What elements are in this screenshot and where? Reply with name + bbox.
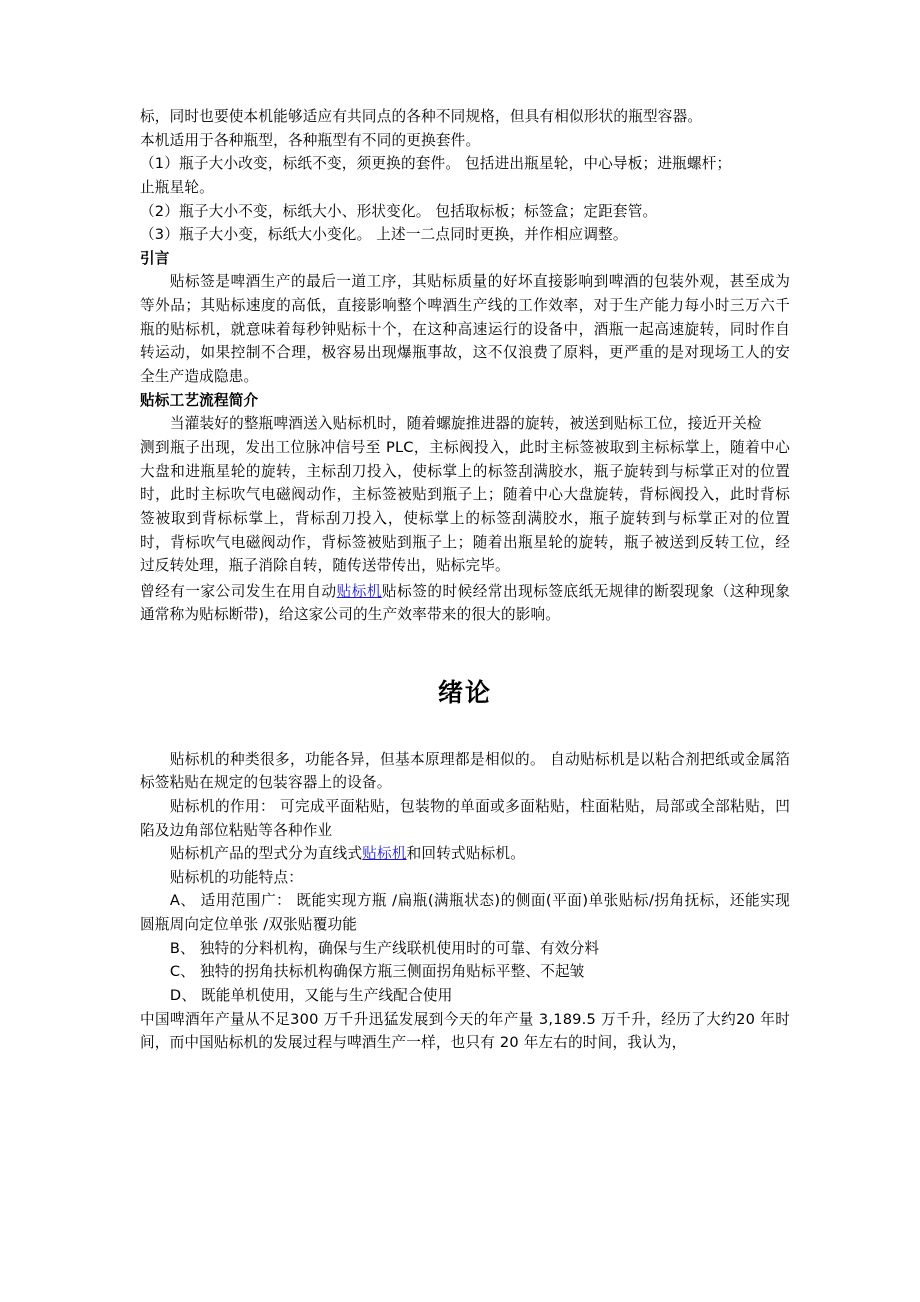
top-line-6: （3）瓶子大小变，标纸大小变化。 上述一二点同时更换，并作相应调整。: [140, 226, 628, 244]
process-paragraph-lead: 当灌装好的整瓶啤酒送入贴标机时，随着螺旋推进器的旋转，被送到贴标工位，接近开关检: [169, 415, 762, 433]
top-line-3: （1）瓶子大小改变，标纸不变，须更换的套件。 包括进出瓶星轮，中心导板；进瓶螺杆；: [140, 155, 732, 173]
conclusion-paragraph-2: 贴标机的作用： 可完成平面粘贴，包装物的单面或多面粘贴，柱面粘贴，局部或全部粘贴，凹陷及边角部位粘贴等各种作业: [140, 797, 790, 839]
intro-heading: 引言: [140, 249, 170, 267]
conclusion-heading: 绪论: [437, 678, 492, 708]
labeling-machine-link-2[interactable]: 贴标机: [362, 845, 407, 863]
intro-paragraph: 贴标签是啤酒生产的最后一道工序，其贴标质量的好坏直接影响到啤酒的包装外观，甚至成为等外品；其贴标速度的高低，直接影响整个啤酒生产线的工作效率，对于生产能力每小时三万六千瓶的贴标机，就意味着每秒钟贴标十个，在这种高速运行的设备中，酒瓶一起高速旋转，同时作自转运动，如果控制不合理，极容易出现爆瓶事故，这不仅浪费了原料，更严重的是对现场工人的安全生产造成隐患。: [140, 273, 790, 386]
process-note-after: 贴标签的时候经常出现标签底纸无规律的断裂现象（这种现象通常称为贴标断带)，给这家公司的生产效率带来的很大的影响。: [140, 582, 790, 624]
top-line-1: 标，同时也要使本机能够适应有共同点的各种不同规格，但具有相似形状的瓶型容器。: [140, 108, 703, 125]
features-heading: 贴标机的功能特点：: [169, 868, 304, 886]
closing-paragraph: 中国啤酒年产量从不足300 万千升迅猛发展到今天的年产量 3,189.5 万千升，经历了大约20 年时间，而中国贴标机的发展过程与啤酒生产一样，也只有 20 年左右的时间，我认为，: [140, 1010, 790, 1052]
process-note-before: 曾经有一家公司发生在用自动: [140, 582, 337, 600]
process-note: [140, 580, 790, 627]
top-line-5: （2）瓶子大小不变，标纸大小、形状变化。 包括取标板；标签盒；定距套管。: [140, 202, 658, 220]
feature-item-a: A、 适用范围广： 既能实现方瓶 /扁瓶(满瓶状态)的侧面(平面)单张贴标/拐角抚标，还能实现圆瓶周向定位单张 /双张贴覆功能: [140, 892, 790, 934]
conclusion-link-line: [140, 842, 790, 866]
process-paragraph-body: 测到瓶子出现，发出工位脉冲信号至 PLC，主标阀投入，此时主标签被取到主标标掌上，随着中心大盘和进瓶星轮的旋转，主标刮刀投入，使标掌上的标签刮满胶水，瓶子旋转到与标掌正对的位置时，此时主标吹气电磁阀动作，主标签被贴到瓶子上；随着中心大盘旋转，背标阀投入，此时背标签被取到背标标掌上，背标刮刀投入，使标掌上的标签刮满胶水，瓶子旋转到与标掌正对的位置时，背标吹气电磁阀动作，背标签被贴到瓶子上；随着出瓶星轮的旋转，瓶子被送到反转工位，经过反转处理，瓶子消除自转，随传送带传出，贴标完毕。: [140, 438, 790, 575]
document-body: [140, 105, 790, 1055]
feature-item-c: C、 独特的拐角扶标机构确保方瓶三侧面拐角贴标平整、不起皱: [169, 963, 585, 981]
link-line-before: 贴标机产品的型式分为直线式: [169, 845, 363, 863]
top-line-4: 止瓶星轮。: [140, 178, 214, 196]
conclusion-paragraph-1: 贴标机的种类很多，功能各异，但基本原理都是相似的。 自动贴标机是以粘合剂把纸或金属箔标签粘贴在规定的包装容器上的设备。: [140, 750, 790, 792]
feature-item-b: B、 独特的分料机构，确保与生产线联机使用时的可靠、有效分料: [169, 939, 600, 957]
top-line-2: 本机适用于各种瓶型，各种瓶型有不同的更换套件。: [140, 131, 481, 149]
labeling-machine-link[interactable]: 贴标机: [336, 582, 382, 600]
process-heading: 贴标工艺流程简介: [140, 391, 259, 409]
link-line-after: 和回转式贴标机。: [406, 845, 525, 863]
feature-item-d: D、 既能单机使用，又能与生产线配合使用: [169, 987, 453, 1004]
